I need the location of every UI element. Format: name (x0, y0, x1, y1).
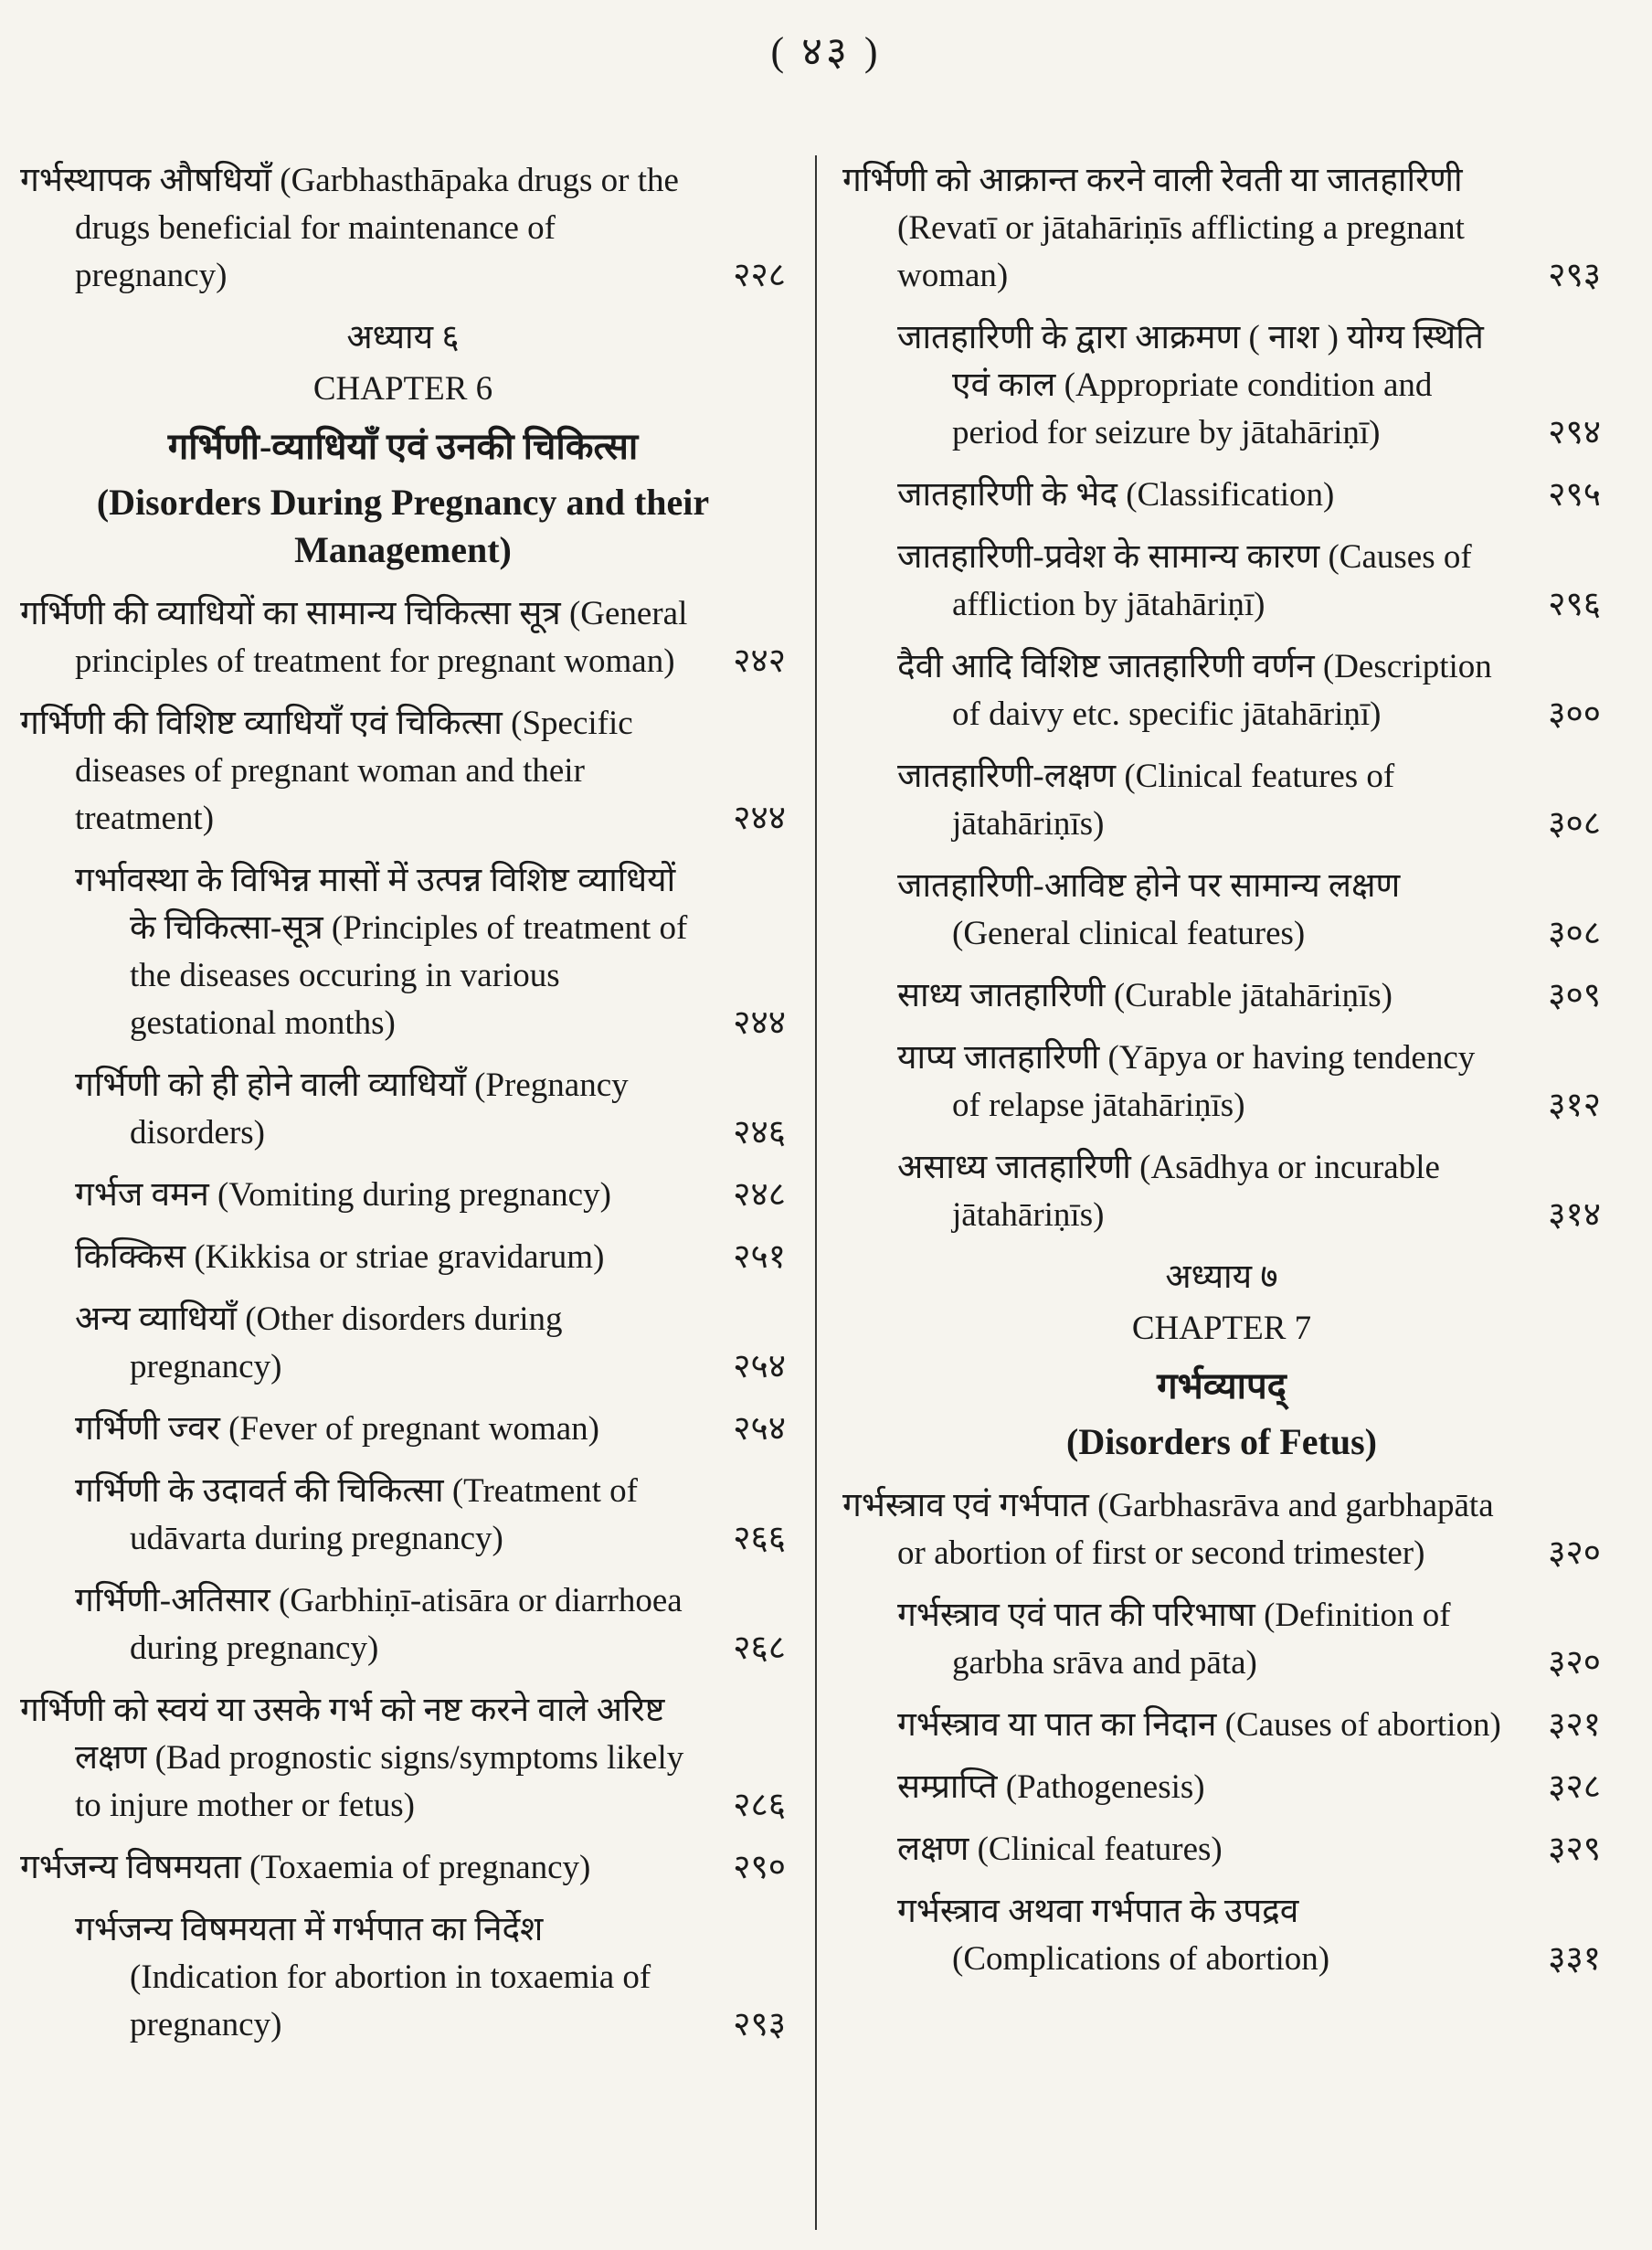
toc-entry-text: गर्भिणी की विशिष्ट व्याधियाँ एवं चिकित्सा (Specific diseases of pregnant woman and their treatment) (20, 705, 633, 837)
toc-entry-text: गर्भस्त्राव एवं गर्भपात (Garbhasrāva and garbhapāta or abortion of first or second trimester) (842, 1487, 1494, 1572)
toc-page-number: ३२० (1548, 1644, 1601, 1682)
chapter-label-english: CHAPTER 7 (1131, 1310, 1312, 1347)
toc-page-number: २९६ (1548, 586, 1601, 623)
toc-entry-text: गर्भावस्था के विभिन्न मासों में उत्पन्न विशिष्ट व्याधियों के चिकित्सा-सूत्र (Principles of treatment of the diseases occuring in various gestational months) (75, 862, 688, 1042)
toc-entry (20, 1906, 786, 2049)
toc-entry (20, 1844, 786, 1892)
toc-entry-text: गर्भज वमन (Vomiting during pregnancy) (75, 1176, 611, 1214)
toc-entry-text: जातहारिणी-प्रवेश के सामान्य कारण (Causes of affliction by jātahāriṇī) (897, 538, 1472, 623)
toc-entry (842, 1035, 1601, 1130)
toc-entry-text: गर्भस्त्राव अथवा गर्भपात के उपद्रव (Complications of abortion) (897, 1893, 1330, 1978)
toc-entry (842, 643, 1601, 738)
toc-page-number: २९३ (733, 2006, 786, 2043)
toc-entry (842, 1702, 1601, 1749)
toc-entry (842, 1826, 1601, 1873)
toc-entry (20, 1577, 786, 1672)
toc-entry-text: गर्भिणी के उदावर्त की चिकित्सा (Treatment of udāvarta during pregnancy) (75, 1472, 638, 1557)
toc-entry (842, 314, 1601, 457)
toc-entry (20, 1406, 786, 1453)
toc-page-number: ३०० (1548, 695, 1601, 733)
toc-entry-text: गर्भिणी की व्याधियों का सामान्य चिकित्सा सूत्र (General principles of treatment for pregnant woman) (20, 595, 688, 680)
toc-entry (20, 1234, 786, 1281)
toc-page-number: २४८ (733, 1176, 786, 1214)
chapter-label-hindi: अध्याय ७ (1165, 1258, 1278, 1296)
toc-entry (842, 472, 1601, 519)
toc-entry-text: जातहारिणी-आविष्ट होने पर सामान्य लक्षण (General clinical features) (897, 867, 1401, 952)
chapter-title-hindi: गर्भव्यापद् (1157, 1365, 1287, 1406)
right-entries-after (842, 1482, 1601, 1983)
toc-entry (20, 1468, 786, 1563)
toc-entry (842, 1144, 1601, 1239)
toc-page-number: ३०८ (1548, 805, 1601, 843)
toc-entry-text: गर्भिणी ज्वर (Fever of pregnant woman) (75, 1410, 599, 1448)
left-entries-before (20, 157, 786, 300)
toc-entry-text: साध्य जातहारिणी (Curable jātahāriṇīs) (897, 977, 1393, 1014)
left-entries-after (20, 590, 786, 2049)
toc-page-number: २४४ (733, 1004, 786, 1042)
toc-page-number: २४६ (733, 1114, 786, 1152)
toc-page-number: २९० (733, 1849, 786, 1886)
toc-page-number: ३२९ (1548, 1831, 1601, 1868)
toc-entry-text: गर्भिणी को ही होने वाली व्याधियाँ (Pregnancy disorders) (75, 1067, 629, 1152)
toc-entry (842, 972, 1601, 1020)
toc-entry (20, 1172, 786, 1219)
toc-entry-text: गर्भस्त्राव एवं पात की परिभाषा (Definition of garbha srāva and pāta) (897, 1597, 1451, 1682)
toc-page-number: २५१ (733, 1238, 786, 1276)
toc-entry-text: याप्य जातहारिणी (Yāpya or having tendency of relapse jātahāriṇīs) (897, 1039, 1476, 1124)
chapter-label-english: CHAPTER 6 (312, 370, 493, 408)
toc-entry-text: गर्भजन्य विषमयता में गर्भपात का निर्देश (Indication for abortion in toxaemia of pregnancy) (75, 1911, 651, 2043)
toc-entry-text: लक्षण (Clinical features) (897, 1831, 1223, 1868)
toc-page-number: २४४ (733, 800, 786, 837)
toc-entry-text: गर्भजन्य विषमयता (Toxaemia of pregnancy) (20, 1849, 591, 1886)
toc-entry (20, 857, 786, 1047)
toc-entry (20, 157, 786, 300)
right-entries-before (842, 157, 1601, 1239)
toc-page-number: ३१४ (1548, 1196, 1601, 1234)
toc-page-number: २५४ (733, 1410, 786, 1448)
toc-entry (842, 157, 1601, 300)
toc-entry (20, 700, 786, 843)
toc-page-number: ३२० (1548, 1534, 1601, 1572)
toc-page-number: २९५ (1548, 476, 1601, 514)
chapter-label-hindi: अध्याय ६ (346, 319, 460, 356)
column-divider (815, 155, 817, 2230)
page-number: ( ४३ ) (770, 29, 882, 74)
right-column (842, 157, 1601, 1998)
toc-page-number: ३०९ (1548, 977, 1601, 1014)
chapter-title-english: (Disorders of Fetus) (1066, 1421, 1377, 1462)
toc-page-number: २६६ (733, 1520, 786, 1557)
toc-entry-text: गर्भिणी-अतिसार (Garbhiṇī-atisāra or diarrhoea during pregnancy) (75, 1582, 683, 1667)
toc-entry-text: गर्भस्त्राव या पात का निदान (Causes of abortion) (897, 1706, 1501, 1744)
chapter-title-hindi: गर्भिणी-व्याधियाँ एवं उनकी चिकित्सा (167, 426, 639, 467)
toc-page-number: २२८ (733, 257, 786, 294)
toc-entry (842, 1592, 1601, 1687)
toc-page-number: ३२८ (1548, 1768, 1601, 1806)
chapter-title-english: (Disorders During Pregnancy and their Management) (96, 482, 710, 570)
toc-entry (20, 1687, 786, 1830)
toc-page-number: ३०८ (1548, 915, 1601, 952)
toc-page-number: २६८ (733, 1629, 786, 1667)
toc-entry (842, 1482, 1601, 1577)
toc-page-number: २५४ (733, 1348, 786, 1385)
toc-page-number: ३३१ (1548, 1940, 1601, 1978)
toc-entry-text: सम्प्राप्ति (Pathogenesis) (897, 1768, 1205, 1806)
toc-page-number: २९३ (1548, 257, 1601, 294)
toc-entry-text: गर्भिणी को आक्रान्त करने वाली रेवती या जातहारिणी (Revatī or jātahāriṇīs afflicting a pregnant woman) (842, 162, 1465, 294)
toc-page-number: २९४ (1548, 414, 1601, 451)
left-column (20, 157, 786, 2064)
toc-page-number: ३२१ (1548, 1706, 1601, 1744)
toc-entry (842, 1764, 1601, 1811)
toc-entry (842, 534, 1601, 629)
toc-entry (842, 1888, 1601, 1983)
toc-page-number: २४२ (733, 642, 786, 680)
toc-entry-text: गर्भस्थापक औषधियाँ (Garbhasthāpaka drugs or the drugs beneficial for maintenance of pregnancy) (20, 162, 679, 294)
toc-entry-text: गर्भिणी को स्वयं या उसके गर्भ को नष्ट करने वाले अरिष्ट लक्षण (Bad prognostic signs/symptoms likely to injure mother or fetus) (20, 1692, 684, 1824)
toc-entry-text: जातहारिणी-लक्षण (Clinical features of jātahāriṇīs) (897, 758, 1395, 843)
toc-entry-text: दैवी आदि विशिष्ट जातहारिणी वर्णन (Description of daivy etc. specific jātahāriṇī) (897, 648, 1492, 733)
toc-entry-text: जातहारिणी के द्वारा आक्रमण ( नाश ) योग्य स्थिति एवं काल (Appropriate condition and period for seizure by jātahāriṇī) (897, 319, 1484, 451)
toc-entry-text: असाध्य जातहारिणी (Asādhya or incurable jātahāriṇīs) (897, 1149, 1440, 1234)
toc-entry (20, 1062, 786, 1157)
toc-page-number: ३१२ (1548, 1087, 1601, 1124)
toc-entry-text: अन्य व्याधियाँ (Other disorders during pregnancy) (75, 1300, 563, 1385)
toc-entry (20, 590, 786, 685)
toc-entry (842, 753, 1601, 848)
toc-entry (20, 1296, 786, 1391)
toc-entry-text: जातहारिणी के भेद (Classification) (897, 476, 1335, 514)
toc-entry-text: किक्किस (Kikkisa or striae gravidarum) (75, 1238, 605, 1276)
toc-entry (842, 863, 1601, 958)
toc-page-number: २८६ (733, 1787, 786, 1824)
